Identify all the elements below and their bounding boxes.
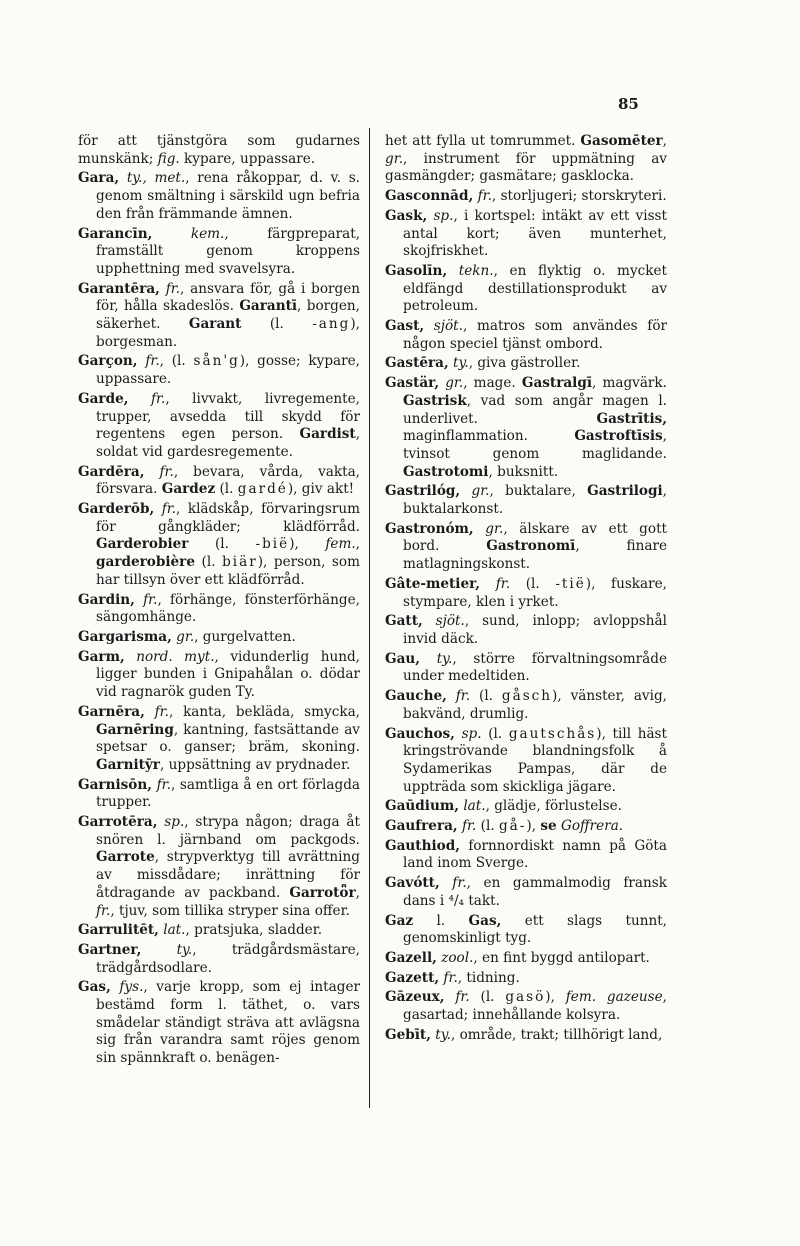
entry-headword: Gastrilogi — [587, 483, 663, 500]
entry-text: ), gosse; kypare, uppassare. — [96, 353, 360, 388]
entry-abbreviation: ty., met. — [126, 170, 186, 187]
entry-headword: Gastronóm, — [385, 520, 474, 537]
entry-text: , tjuv, som tillika stryper sina offer. — [110, 902, 350, 919]
entry-text — [424, 318, 434, 334]
entry-text: (l. — [469, 989, 506, 1006]
entry-text: maginflammation. — [403, 428, 575, 445]
entry-abbreviation: fem. — [325, 536, 356, 553]
entry-text: ), giv akt! — [287, 481, 355, 498]
entry-text: ett slags tunnt, genomskinligt tyg. — [403, 912, 667, 947]
entry-headword: Gastrilóg, — [385, 483, 461, 500]
entry-text: , sund, inlopp; avloppshål invid däck. — [403, 613, 667, 647]
entry-abbreviation: fr. — [161, 501, 177, 518]
entry-abbreviation: sp. — [433, 207, 454, 224]
entry-headword: Gasconnād, — [385, 188, 474, 205]
entry-text: , gasartad; innehållande kolsyra. — [403, 989, 667, 1024]
entry-abbreviation: sp. — [164, 814, 185, 831]
dictionary-entry — [78, 353, 360, 388]
entry-text: fornnordiskt namn på Göta land inom Sverge. — [403, 837, 667, 872]
entry-text: , tidning. — [457, 969, 520, 986]
dictionary-entry — [78, 629, 360, 647]
entry-text: , trädgårdsmästare, trädgårdsodlare. — [96, 941, 360, 976]
dictionary-entry — [78, 777, 360, 812]
entry-text: (l. — [215, 481, 238, 498]
entry-text: het att fylla ut tomrummet. — [385, 133, 581, 149]
entry-abbreviation: fr. — [455, 989, 470, 1006]
entry-text: , glädje, förlustelse. — [485, 798, 622, 815]
entry-headword: Gastär, — [385, 375, 440, 392]
entry-abbreviation: fr. — [452, 875, 467, 892]
entry-text: (l. — [470, 688, 502, 705]
entry-headword: Gast, — [385, 318, 425, 335]
entry-text: , storljugeri; storskryteri. — [491, 188, 667, 205]
entry-abbreviation: gr. — [445, 375, 464, 392]
entry-headword: Gardēra, — [78, 463, 145, 480]
entry-headword: Garnitȳr — [96, 756, 160, 773]
dictionary-entry — [385, 838, 667, 873]
entry-pronunciation: sån'g — [193, 353, 240, 370]
dictionary-entry — [385, 688, 667, 723]
entry-abbreviation: ty. — [435, 1026, 451, 1043]
entry-abbreviation: fr. — [143, 591, 158, 608]
entry-pronunciation: -ang — [312, 316, 351, 333]
entry-headword: Garantēra, — [78, 280, 160, 297]
entry-text: , (l. — [159, 353, 194, 370]
entry-pronunciation: gasö — [505, 989, 546, 1006]
entry-headword: Gāzeux, — [385, 989, 445, 1006]
dictionary-entry — [385, 483, 667, 518]
dictionary-entry — [385, 913, 667, 948]
dictionary-entry — [385, 875, 667, 910]
entry-text: ), — [526, 818, 541, 835]
entry-text: , gurgelvatten. — [194, 628, 296, 645]
entry-text — [128, 391, 151, 407]
entry-text — [447, 688, 456, 704]
entry-abbreviation: fys. — [119, 979, 144, 996]
entry-text — [474, 521, 486, 537]
entry-text: , uppsättning av prydnader. — [159, 756, 351, 773]
entry-headword: se — [540, 818, 557, 835]
entry-text: ), fuskare, stympare, klen i yrket. — [403, 575, 667, 610]
entry-abbreviation: fr. — [96, 902, 111, 919]
entry-abbreviation: fr. — [477, 188, 492, 205]
entry-text: (l. — [188, 536, 256, 553]
entry-text: , livvakt, livregemente, trupper, avsedda till skydd för regentens egen person. — [96, 390, 360, 443]
dictionary-entry — [385, 613, 667, 648]
entry-text — [154, 501, 161, 517]
entry-text: , — [355, 536, 360, 553]
entry-text: , pratsjuka, sladder. — [185, 922, 323, 939]
entry-abbreviation: Goffrera. — [560, 818, 624, 835]
entry-headword: Garnēring — [96, 721, 174, 738]
entry-text: , magvärk. — [592, 375, 667, 392]
entry-headword: Gatt, — [385, 613, 423, 630]
entry-abbreviation: fr. — [159, 463, 174, 480]
entry-headword: Gâte-metier, — [385, 575, 481, 592]
entry-headword: Gastronomī — [486, 538, 576, 555]
dictionary-entry — [78, 281, 360, 352]
entry-abbreviation: fr. — [443, 969, 458, 986]
entry-text: , instrument för uppmätning av gasmängder; gasmätare; gasklocka. — [385, 150, 667, 185]
dictionary-entry — [385, 651, 667, 686]
entry-headword: Gazett, — [385, 969, 440, 986]
entry-text: , en gammalmodig fransk dans i ⁴/₄ takt. — [403, 875, 667, 909]
entry-text: , — [355, 884, 360, 901]
entry-headword: Gastroftīsis — [574, 428, 663, 445]
entry-abbreviation: lat. — [463, 798, 486, 815]
dictionary-entry — [78, 942, 360, 977]
entry-abbreviation: ty. — [176, 941, 193, 958]
entry-headword: Garnisōn, — [78, 776, 152, 793]
entry-text: , färgpreparat, framställt genom kroppens upphettning med svavelsyra. — [96, 225, 361, 277]
entry-text: (l. — [476, 818, 499, 835]
entry-headword: Garde, — [78, 390, 129, 407]
entry-text — [420, 651, 437, 667]
dictionary-entry — [385, 818, 667, 836]
entry-headword: garderobière — [96, 554, 195, 571]
dictionary-entry — [78, 170, 360, 223]
entry-pronunciation: -bië — [255, 536, 290, 553]
entry-headword: Gau, — [385, 650, 421, 667]
left-column — [78, 133, 360, 1070]
dictionary-entry — [385, 355, 667, 373]
entry-text: , samtliga å en ort förlagda trupper. — [96, 776, 360, 811]
entry-pronunciation: gå- — [498, 818, 527, 835]
entry-abbreviation: fr. — [165, 280, 181, 297]
entry-text: , mage. — [463, 375, 522, 392]
entry-headword: Gazell, — [385, 949, 437, 966]
dictionary-entry — [385, 576, 667, 611]
dictionary-entry — [385, 263, 667, 316]
entry-headword: Gauthiod, — [385, 837, 460, 854]
entry-headword: Gartner, — [78, 941, 142, 958]
entry-text: , soldat vid gardesregemente. — [96, 426, 360, 460]
entry-headword: Gasomēter — [580, 133, 663, 149]
dictionary-entry — [385, 989, 667, 1024]
entry-text: , område, trakt; tillhörigt land, — [450, 1026, 663, 1043]
entry-text: , — [662, 133, 667, 149]
entry-pronunciation: biär — [222, 554, 258, 571]
entry-abbreviation: sjöt. — [435, 613, 465, 630]
entry-text — [455, 726, 462, 742]
dictionary-entry — [385, 950, 667, 968]
entry-text — [145, 704, 155, 720]
entry-text — [460, 483, 471, 499]
entry-headword: Gastrītis, — [596, 410, 667, 427]
dictionary-entry — [78, 922, 360, 940]
entry-text — [125, 649, 137, 665]
dictionary-entry — [78, 704, 360, 775]
entry-text: , i kortspel: intäkt av ett visst antal kort; även munterhet, skojfriskhet. — [403, 207, 667, 260]
entry-abbreviation: ty. — [453, 355, 469, 372]
dictionary-entry — [78, 814, 360, 920]
entry-text: , vidunderlig hund, ligger bunden i Gnipahålan o. dödar vid ragnarök guden Ty. — [96, 648, 360, 701]
entry-abbreviation: gr. — [176, 628, 195, 645]
entry-abbreviation: tekn. — [458, 262, 494, 279]
entry-pronunciation: gautschås — [508, 725, 597, 742]
entry-text: ), person, som har tillsyn över ett klädförråd. — [96, 554, 360, 588]
entry-headword: Gardez — [161, 481, 216, 498]
entry-pronunciation: gåsch — [501, 688, 553, 705]
entry-abbreviation: fig. — [157, 150, 180, 167]
entry-headword: Gardist — [299, 426, 356, 443]
entry-text: ), borgesman. — [96, 316, 360, 350]
entry-text: , kantning, fastsättande av spetsar o. ganser; bräm, skoning. — [96, 721, 360, 756]
entry-text: l. — [413, 912, 469, 929]
entry-text — [447, 263, 459, 279]
entry-text: , större förvaltningsområde under medeltiden. — [403, 650, 667, 685]
dictionary-entry — [385, 208, 667, 261]
entry-text: , buktalarkonst. — [403, 483, 667, 518]
entry-abbreviation: gr. — [385, 150, 404, 167]
entry-text: , förhänge, fönsterförhänge, sängomhänge. — [96, 591, 360, 626]
entry-text: , vad som angår magen l. underlivet. — [403, 392, 667, 427]
entry-text — [480, 576, 496, 592]
entry-text: (l. — [510, 575, 556, 592]
entry-headword: Gaz — [385, 912, 414, 929]
entry-headword: Garçon, — [78, 353, 138, 370]
dictionary-entry — [385, 318, 667, 353]
dictionary-entry — [78, 133, 360, 168]
entry-text: , klädskåp, förvaringsrum för gångkläder; klädförråd. — [96, 501, 360, 535]
entry-headword: Garrulitēt, — [78, 922, 159, 939]
dictionary-entry — [78, 649, 360, 702]
entry-text: ), vänster, avig, bakvänd, drumlig. — [403, 688, 667, 722]
entry-abbreviation: nord. myt. — [136, 648, 215, 665]
entry-text: , buksnitt. — [488, 463, 559, 480]
dictionary-entry — [385, 1027, 667, 1045]
entry-text: för att tjänstgöra som gudarnes munskänk; — [78, 133, 360, 167]
dictionary-entry — [78, 464, 360, 499]
entry-headword: Garnēra, — [78, 703, 145, 720]
entry-headword: Garm, — [78, 648, 125, 665]
entry-text: (l. — [481, 725, 509, 742]
right-column — [385, 133, 667, 1046]
entry-text: , strypverktyg till avrättning av missdådare; inrättning för åtdragande av packband. — [96, 849, 360, 901]
entry-headword: Garant — [188, 316, 242, 333]
entry-headword: Garderobier — [96, 536, 189, 553]
entry-headword: Gauchos, — [385, 725, 455, 742]
entry-text — [141, 942, 176, 958]
dictionary-entry — [78, 501, 360, 590]
entry-abbreviation: fr. — [455, 688, 471, 705]
dictionary-entry — [78, 226, 360, 279]
entry-headword: Gauche, — [385, 688, 447, 705]
dictionary-entry — [78, 391, 360, 462]
entry-text: , matros som användes för någon speciel tjänst ombord. — [403, 318, 667, 352]
entry-headword: Gas, — [468, 912, 502, 929]
entry-text: , kanta, bekläda, smycka, — [168, 703, 360, 720]
entry-abbreviation: fr. — [495, 575, 511, 592]
entry-headword: Gasolīn, — [385, 262, 448, 279]
entry-abbreviation: fr. — [462, 818, 477, 835]
entry-text: kypare, uppassare. — [179, 150, 316, 167]
entry-text: ), till häst kringströvande blandningsfolk å Sydamerikas Pampas, där de uppträda som skickliga jägare. — [403, 725, 667, 795]
dictionary-entry — [385, 970, 667, 988]
entry-abbreviation: kem. — [190, 225, 225, 242]
entry-headword: Gastrotomi — [403, 463, 489, 480]
entry-abbreviation: fem. gazeuse — [565, 989, 663, 1006]
dictionary-entry — [385, 521, 667, 574]
entry-text: ), — [545, 989, 566, 1006]
entry-text — [445, 989, 456, 1005]
entry-headword: Gavótt, — [385, 875, 440, 892]
entry-text: (l. — [241, 316, 313, 333]
entry-headword: Gebīt, — [385, 1026, 431, 1043]
entry-headword: Gask, — [385, 207, 428, 224]
dictionary-entry — [78, 979, 360, 1068]
entry-abbreviation: fr. — [156, 776, 171, 793]
entry-text: , tvinsot genom maglidande. — [403, 428, 667, 462]
entry-abbreviation: ty. — [436, 650, 453, 667]
entry-text: , rena råkoppar, d. v. s. genom smältning i särskild ugn befria den från främmande ämnen. — [96, 170, 360, 222]
dictionary-entry — [385, 726, 667, 797]
entry-text — [152, 226, 191, 242]
dictionary-entry — [385, 798, 667, 816]
entry-text: , älskare av ett gott bord. — [403, 520, 667, 555]
entry-abbreviation: zool. — [441, 949, 474, 966]
entry-abbreviation: fr. — [154, 703, 169, 720]
entry-text: , en flyktig o. mycket eldfängd destillationsprodukt av petroleum. — [403, 262, 667, 315]
entry-text — [135, 592, 143, 608]
entry-abbreviation: fr. — [145, 353, 160, 370]
entry-text: (l. — [195, 554, 223, 571]
entry-headword: Gargarisma, — [78, 628, 172, 645]
entry-headword: Gaūdium, — [385, 798, 459, 815]
entry-text — [440, 875, 453, 891]
entry-abbreviation: gr. — [471, 483, 490, 500]
entry-headword: Garancīn, — [78, 225, 153, 242]
entry-headword: Garrotȫr — [289, 884, 356, 901]
entry-headword: Garrotēra, — [78, 814, 158, 831]
entry-abbreviation: sp. — [461, 725, 482, 742]
entry-headword: Garrote — [96, 849, 155, 866]
dictionary-entry — [385, 375, 667, 481]
entry-text — [423, 613, 436, 629]
entry-text: , finare matlagningskonst. — [403, 538, 667, 573]
entry-headword: Gardin, — [78, 591, 135, 608]
entry-text: , borgen, säkerhet. — [96, 298, 360, 333]
entry-headword: Gaufrera, — [385, 818, 458, 835]
entry-text: , buktalare, — [489, 483, 588, 500]
entry-text: , giva gästroller. — [468, 355, 581, 372]
dictionary-entry — [78, 592, 360, 627]
entry-headword: Garderōb, — [78, 501, 155, 518]
entry-text: ), — [289, 536, 326, 553]
entry-text — [144, 464, 159, 480]
entry-text: , strypa någon; draga åt snören l. järnband om packgods. — [96, 814, 360, 848]
entry-text: , bevara, vårda, vakta, försvara. — [96, 463, 360, 498]
entry-text: , ansvara för, gå i borgen för, hålla skadeslös. — [96, 280, 361, 315]
entry-abbreviation: gr. — [485, 520, 504, 537]
dictionary-entry — [385, 133, 667, 186]
entry-abbreviation: sjöt. — [433, 318, 463, 335]
entry-headword: Gastēra, — [385, 355, 449, 372]
entry-headword: Garantī — [239, 298, 298, 315]
dictionary-entry — [385, 188, 667, 206]
entry-pronunciation: gardé — [237, 481, 288, 498]
page-number: 85 — [618, 95, 639, 113]
entry-text: , en fint byggd antilopart. — [473, 949, 650, 966]
entry-pronunciation: -tië — [555, 575, 586, 592]
entry-abbreviation: fr. — [150, 390, 166, 407]
entry-abbreviation: lat. — [163, 922, 186, 939]
entry-headword: Gastrisk — [403, 392, 467, 409]
entry-headword: Gara, — [78, 170, 120, 187]
column-divider — [369, 128, 370, 1108]
entry-text — [119, 170, 127, 186]
entry-headword: Gas, — [78, 979, 111, 996]
entry-text: , varje kropp, som ej intager bestämd form l. täthet, o. vars smådelar ständigt sträva att avlägsna sig från varandra samt röjes genom sin spännkraft o. benägen- — [96, 979, 360, 1067]
entry-headword: Gastralgī — [521, 375, 593, 392]
